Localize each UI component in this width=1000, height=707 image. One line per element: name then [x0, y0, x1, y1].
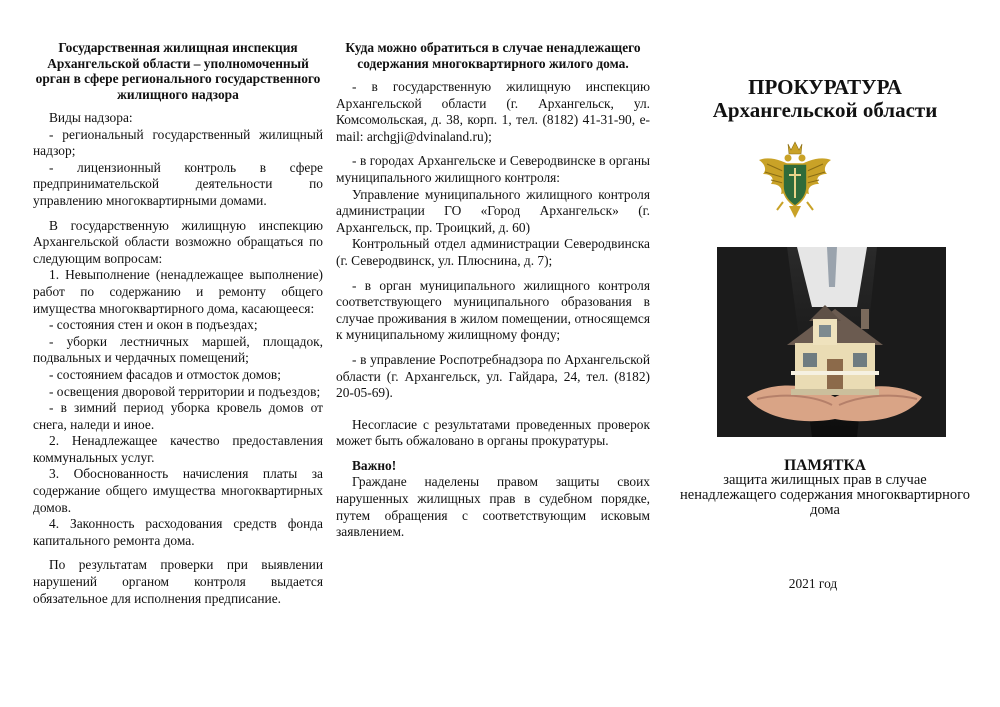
- memo-subtitle: защита жилищных прав в случае ненадлежащего содержания многоквартирного дома: [680, 472, 970, 518]
- contact-item: - в управление Роспотребнадзора по Архангельской области (г. Архангельск, ул. Гайдара, 24, тел. (8182) 20-05-69).: [336, 351, 650, 401]
- supervision-item: - региональный государственный жилищный надзор;: [33, 126, 323, 159]
- title-line: ПРОКУРАТУРА: [748, 75, 902, 99]
- contact-item: - в орган муниципального жилищного контроля соответствующего муниципального образования в случае проживания в жилом помещении, относящемся к муниципальному жилищному фонду;: [336, 277, 650, 343]
- supervision-title: Виды надзора:: [49, 110, 133, 125]
- house-illustration-icon: [717, 247, 946, 437]
- cover-title: [680, 76, 970, 122]
- contact-subitem: Управление муниципального жилищного контроля администрации ГО «Город Архангельск» (г. Архангельск, пр. Троицкий, д. 60): [336, 186, 650, 235]
- title-line: Архангельской области: [712, 98, 938, 122]
- inspection-conclusion: По результатам проверки при выявлении нарушений органом контроля выдается обязательное для исполнения предписание.: [33, 557, 323, 606]
- issue-subitem: - состояния стен и окон в подъездах;: [49, 317, 258, 333]
- prosecutor-emblem-icon: [755, 138, 835, 223]
- publication-year: 2021 год: [788, 576, 838, 591]
- inspection-intro: В государственную жилищную инспекцию Архангельской области возможно обращаться по следующим вопросам:: [33, 217, 323, 266]
- issue-subitem: - уборки лестничных маршей, площадок, подвальных и чердачных помещений;: [33, 333, 323, 366]
- memo-title: ПАМЯТКА: [784, 457, 866, 474]
- contact-subitem: Контрольный отдел администрации Северодвинска (г. Северодвинск, ул. Плюснина, д. 7);: [336, 236, 650, 268]
- house-in-hands-photo: [717, 247, 946, 437]
- appeal-text: Несогласие с результатами проведенных проверок может быть обжаловано в органы прокуратуры.: [336, 416, 650, 449]
- important-text: Граждане наделены правом защиты своих нарушенных жилищных прав в судебном порядке, путем обращения с соответствующим исковым заявлением.: [336, 474, 650, 540]
- contact-item: - в городах Архангельске и Северодвинске в органы муниципального жилищного контроля:: [336, 153, 650, 185]
- column-inspection: [33, 40, 323, 607]
- memo-block: [680, 458, 970, 518]
- column-cover: [680, 0, 970, 707]
- issue-item: 3. Обоснованность начисления платы за содержание общего имущества многоквартирных домов.: [33, 466, 323, 515]
- inspection-heading: Государственная жилищная инспекция Архангельской области – уполномоченный орган в сфере регионального государственного жилищного надзора: [35, 40, 321, 102]
- issue-item: 1. Невыполнение (ненадлежащее выполнение) работ по содержанию и ремонту общего имущества многоквартирного дома, касающееся:: [33, 267, 323, 316]
- where-heading: Куда можно обратиться в случае ненадлежащего содержания многоквартирного жилого дома.: [345, 40, 641, 71]
- supervision-item: - лицензионный контроль в сфере предпринимательской деятельности по управлению многоквартирными домами.: [33, 159, 323, 208]
- issue-subitem: - в зимний период уборка кровель домов от снега, наледи и иное.: [33, 400, 323, 432]
- issue-item: 4. Законность расходования средств фонда капитального ремонта дома.: [33, 516, 323, 548]
- contact-item: - в государственную жилищную инспекцию Архангельской области (г. Архангельск, ул. Комсомольская, д. 38, корп. 1, тел. (8182) 41-31-90, e-mail: archgji@dvinaland.ru);: [336, 79, 650, 144]
- issue-subitem: - состоянием фасадов и отмосток домов;: [49, 366, 281, 382]
- issue-item: 2. Ненадлежащее качество предоставления коммунальных услуг.: [33, 433, 323, 465]
- issue-subitem: - освещения дворовой территории и подъездов;: [49, 383, 321, 399]
- column-where-to-apply: [336, 40, 650, 541]
- important-title: Важно!: [352, 457, 397, 473]
